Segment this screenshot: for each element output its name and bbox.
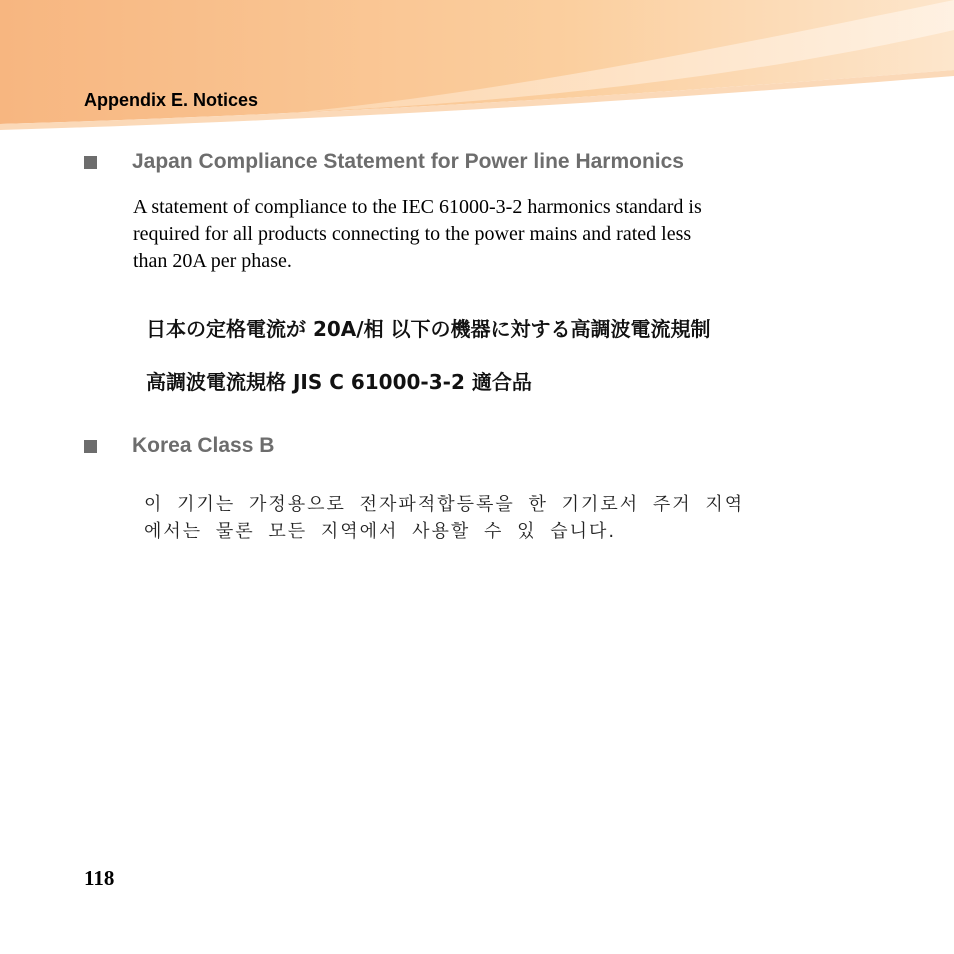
running-head: Appendix E. Notices: [84, 90, 259, 110]
japanese-statement-line: 高調波電流規格 JIS C 61000-3-2 適合品: [146, 370, 532, 394]
section-title: Korea Class B: [132, 434, 275, 457]
section-heading-korea: [84, 434, 274, 458]
japanese-statement-line: 日本の定格電流が 20A/相 以下の機器に対する高調波電流規制: [146, 317, 711, 341]
section-title: Japan Compliance Statement for Power line Harmonics: [132, 150, 684, 173]
body-line: than 20A per phase.: [133, 250, 292, 272]
korean-statement-line: 이 기기는 가정용으로 전자파적합등록을 한 기기로서 주거 지역: [144, 494, 745, 515]
body-line: A statement of compliance to the IEC 61000-3-2 harmonics standard is: [133, 196, 702, 218]
korean-statement-line: 에서는 물론 모든 지역에서 사용할 수 있 습니다.: [144, 521, 617, 542]
square-bullet-icon: [84, 156, 97, 169]
section-heading-japan: [84, 150, 684, 174]
page-number: 118: [84, 866, 115, 890]
square-bullet-icon: [84, 440, 97, 453]
japan-body-paragraph: [133, 194, 833, 275]
body-line: required for all products connecting to the power mains and rated less: [133, 223, 692, 245]
